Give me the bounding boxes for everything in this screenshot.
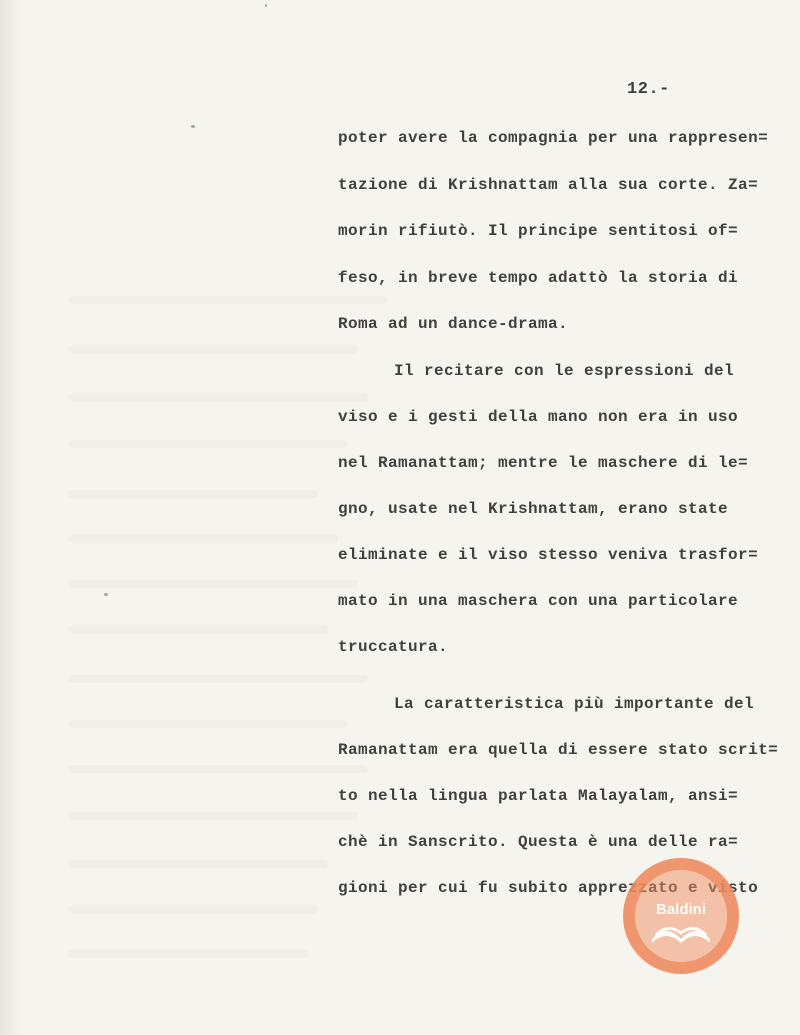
baldini-library-stamp	[622, 857, 740, 975]
reverse-bleed-through	[68, 490, 318, 498]
text-line: tazione di Krishnattam alla sua corte. Za=	[338, 176, 759, 194]
reverse-bleed-through	[68, 580, 358, 588]
reverse-bleed-through	[68, 345, 358, 353]
text-line: morin rifiutò. Il principe sentitosi of=	[338, 222, 739, 240]
page-number: 12.-	[627, 80, 670, 99]
text-line: eliminate e il viso stesso veniva trasfor=	[338, 546, 759, 564]
text-line: gno, usate nel Krishnattam, erano state	[338, 500, 729, 518]
reverse-bleed-through	[68, 765, 368, 773]
text-line: Ramanattam era quella di essere stato scrit=	[338, 741, 779, 759]
text-line: nel Ramanattam; mentre le maschere di le=	[338, 454, 749, 472]
text-line: mato in una maschera con una particolare	[338, 592, 739, 610]
text-line: Roma ad un dance-drama.	[338, 315, 569, 333]
paper-speck	[104, 593, 108, 596]
text-line: chè in Sanscrito. Questa è una delle ra=	[338, 833, 739, 851]
reverse-bleed-through	[68, 440, 348, 448]
paper-speck	[191, 125, 195, 128]
page-left-edge	[0, 0, 22, 1035]
reverse-bleed-through	[68, 720, 348, 728]
text-line: viso e i gesti della mano non era in uso	[338, 408, 739, 426]
reverse-bleed-through	[68, 625, 328, 633]
reverse-bleed-through	[68, 393, 368, 401]
text-line: Il recitare con le espressioni del	[394, 362, 735, 380]
reverse-bleed-through	[68, 535, 338, 543]
text-line: truccatura.	[338, 638, 449, 656]
reverse-bleed-through	[68, 905, 318, 913]
reverse-bleed-through	[68, 950, 308, 958]
reverse-bleed-through	[68, 860, 328, 868]
text-line: La caratteristica più importante del	[394, 695, 755, 713]
text-line: to nella lingua parlata Malayalam, ansi=	[338, 787, 739, 805]
stamp-label: Baldini	[655, 901, 706, 918]
text-line: poter avere la compagnia per una rappresen=	[338, 129, 769, 147]
reverse-bleed-through	[68, 812, 358, 820]
reverse-bleed-through	[68, 675, 368, 683]
paper-speck	[265, 4, 267, 7]
text-line: gioni per cui fu subito apprezzato e visto	[338, 879, 759, 897]
text-line: feso, in breve tempo adattò la storia di	[338, 269, 739, 287]
reverse-bleed-through	[68, 296, 388, 304]
